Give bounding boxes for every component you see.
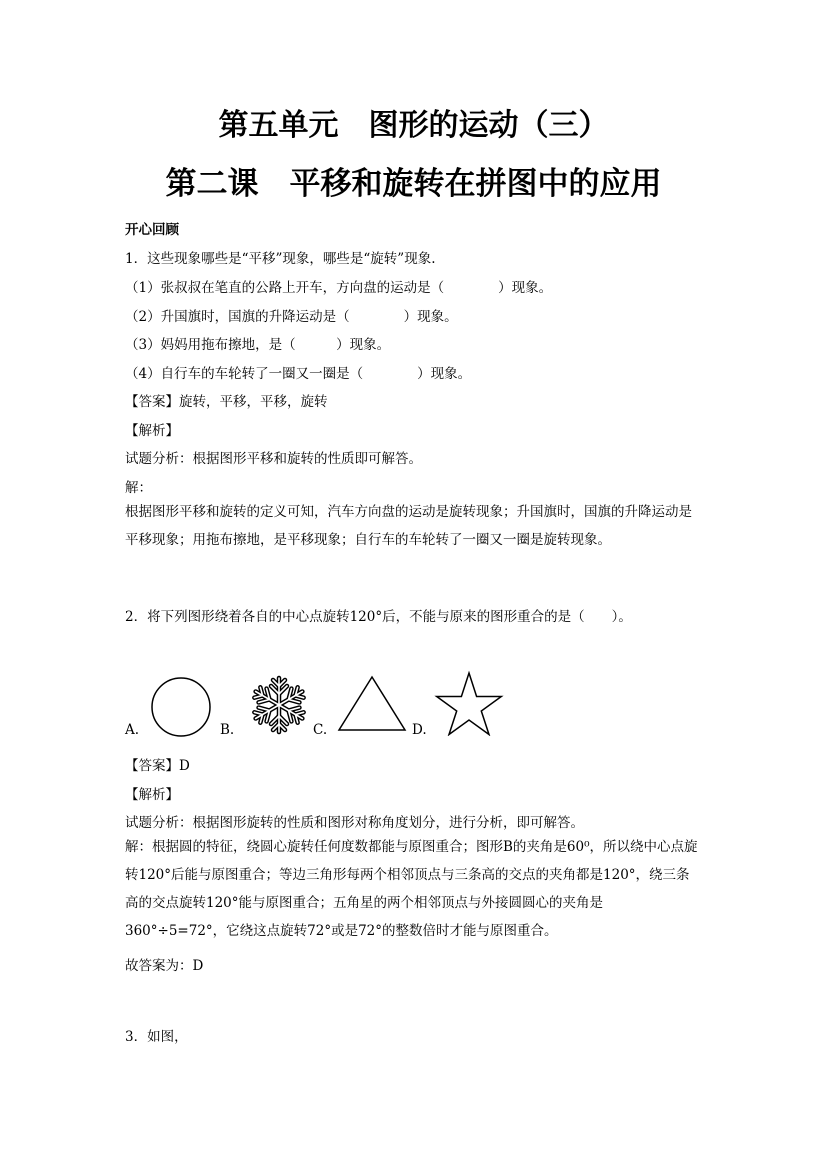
lesson-title: 第二课 平移和旋转在拼图中的应用 <box>165 166 662 202</box>
option-d-label: D. <box>412 722 427 738</box>
q1-analysis-label: 【解析】 <box>125 423 179 439</box>
star-figure <box>434 670 504 736</box>
q2-analysis: 试题分析：根据图形旋转的性质和图形对称角度划分，进行分析，即可解答。 <box>125 815 584 831</box>
option-c-label: C. <box>313 722 328 738</box>
q1-stem: 1．这些现象哪些是“平移”现象，哪些是“旋转”现象. <box>125 251 436 267</box>
q2-stem: 2．将下列图形绕着各自的中心点旋转120°后，不能与原来的图形重合的是（ ）。 <box>125 609 632 625</box>
q1-item-2: （2）升国旗时，国旗的升降运动是（ ）现象。 <box>125 309 458 325</box>
q2-analysis-label: 【解析】 <box>125 787 179 803</box>
q2-answer: 【答案】D <box>125 758 190 774</box>
q1-item-1: （1）张叔叔在笔直的公路上开车，方向盘的运动是（ ）现象。 <box>125 280 553 296</box>
q1-solution-label: 解： <box>125 480 152 496</box>
option-b-label: B. <box>220 722 235 738</box>
q1-item-3: （3）妈妈用拖布擦地，是（ ）现象。 <box>125 337 391 353</box>
triangle-figure <box>336 674 408 734</box>
q1-analysis: 试题分析：根据图形平移和旋转的性质即可解答。 <box>125 451 422 467</box>
page-title: 第五单元 图形的运动（三） <box>218 108 609 143</box>
option-a-label: A. <box>125 722 140 738</box>
q1-answer: 【答案】旋转，平移，平移，旋转 <box>125 394 328 410</box>
q2-solution: 解：根据圆的特征，绕圆心旋转任何度数都能与原图重合；图形B的夹角是60⁰，所以绕中心点旋转120°后能与原图重合；等边三角形每两个相邻顶点与三条高的交点的夹角都是120°，绕三条高的交点旋转120°能与原图重合；五角星的两个相邻顶点与外接圆圆心的夹角是360°÷5=72°，它绕这点旋转72°或是72°的整数倍时才能与原图重合。 <box>125 839 698 939</box>
circle-figure <box>150 676 212 738</box>
snowflake-figure <box>246 674 312 736</box>
q1-item-4: （4）自行车的车轮转了一圈又一圈是（ ）现象。 <box>125 366 472 382</box>
q3-stem: 3．如图， <box>125 1029 188 1045</box>
q2-conclusion: 故答案为：D <box>125 958 204 974</box>
section-heading: 开心回顾 <box>125 222 179 238</box>
q1-solution: 根据图形平移和旋转的定义可知，汽车方向盘的运动是旋转现象；升国旗时，国旗的升降运动是平移现象；用拖布擦地，是平移现象；自行车的车轮转了一圈又一圈是旋转现象。 <box>125 504 692 548</box>
